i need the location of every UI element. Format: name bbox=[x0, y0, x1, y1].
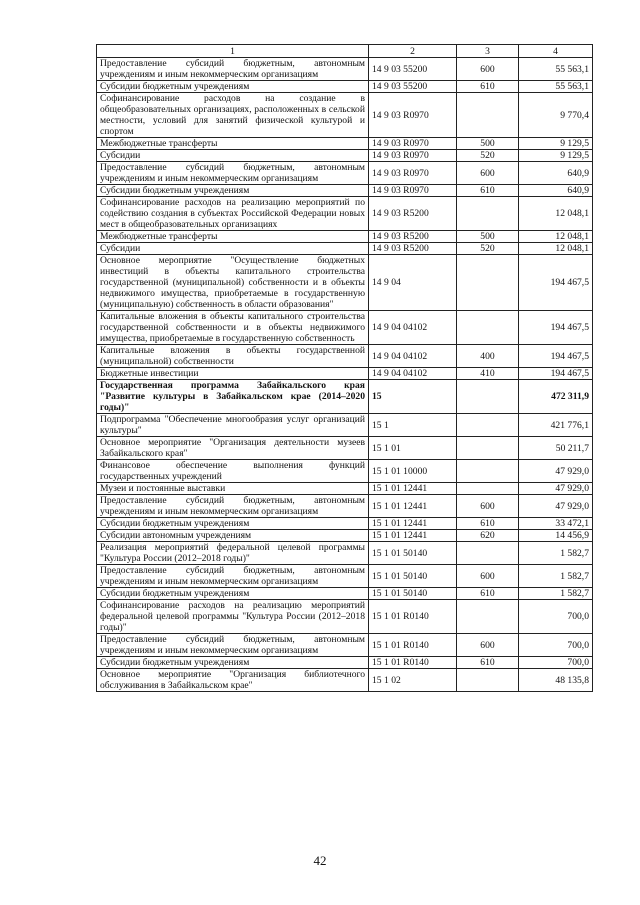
row-amount-cell: 9 129,5 bbox=[519, 150, 593, 162]
row-name-cell: Основное мероприятие "Организация деятельности музеев Забайкальского края" bbox=[97, 437, 369, 460]
row-group-cell: 600 bbox=[457, 634, 519, 657]
row-amount-cell: 50 211,7 bbox=[519, 437, 593, 460]
row-group-cell bbox=[457, 93, 519, 138]
row-amount-cell: 12 048,1 bbox=[519, 231, 593, 243]
table-row bbox=[97, 368, 593, 380]
row-group-cell bbox=[457, 380, 519, 414]
row-group-cell bbox=[457, 669, 519, 692]
row-name-cell: Субсидии бюджетным учреждениям bbox=[97, 588, 369, 600]
row-amount-cell: 12 048,1 bbox=[519, 243, 593, 255]
table-row bbox=[97, 588, 593, 600]
row-group-cell bbox=[457, 600, 519, 634]
table-row bbox=[97, 255, 593, 311]
table-row bbox=[97, 414, 593, 437]
header-col-3: 3 bbox=[457, 45, 519, 58]
row-name-cell: Капитальные вложения в объекты капитального строительства государственной собственности и в объекты недвижимого имущества, приобретаемые в государственную собственность bbox=[97, 311, 369, 345]
row-name-cell: Предоставление субсидий бюджетным, автономным учреждениям и иным некоммерческим организациям bbox=[97, 162, 369, 185]
row-amount-cell: 9 129,5 bbox=[519, 138, 593, 150]
row-code-cell: 15 1 01 R0140 bbox=[369, 600, 457, 634]
budget-table bbox=[96, 44, 593, 692]
table-row bbox=[97, 530, 593, 542]
table-row bbox=[97, 311, 593, 345]
row-code-cell: 14 9 03 R5200 bbox=[369, 197, 457, 231]
row-group-cell bbox=[457, 460, 519, 483]
table-row bbox=[97, 669, 593, 692]
row-code-cell: 14 9 03 R0970 bbox=[369, 138, 457, 150]
table-row bbox=[97, 185, 593, 197]
row-code-cell: 15 1 01 12441 bbox=[369, 518, 457, 530]
row-amount-cell: 33 472,1 bbox=[519, 518, 593, 530]
row-code-cell: 15 1 01 R0140 bbox=[369, 657, 457, 669]
row-group-cell: 610 bbox=[457, 185, 519, 197]
row-name-cell: Субсидии автономным учреждениям bbox=[97, 530, 369, 542]
table-row bbox=[97, 162, 593, 185]
row-group-cell bbox=[457, 311, 519, 345]
row-amount-cell: 1 582,7 bbox=[519, 588, 593, 600]
row-group-cell bbox=[457, 414, 519, 437]
row-name-cell: Подпрограмма "Обеспечение многообразия услуг организаций культуры" bbox=[97, 414, 369, 437]
row-group-cell: 610 bbox=[457, 657, 519, 669]
row-group-cell: 520 bbox=[457, 150, 519, 162]
row-name-cell: Капитальные вложения в объекты государственной (муниципальной) собственности bbox=[97, 345, 369, 368]
row-name-cell: Основное мероприятие "Организация библиотечного обслуживания в Забайкальском крае" bbox=[97, 669, 369, 692]
table-row bbox=[97, 150, 593, 162]
table-row bbox=[97, 231, 593, 243]
row-code-cell: 14 9 03 R0970 bbox=[369, 150, 457, 162]
row-group-cell bbox=[457, 255, 519, 311]
row-name-cell: Софинансирование расходов на создание в общеобразовательных организациях, расположенных в сельской местности, условий для занятий физической культурой и спортом bbox=[97, 93, 369, 138]
row-amount-cell: 194 467,5 bbox=[519, 311, 593, 345]
row-name-cell: Субсидии bbox=[97, 150, 369, 162]
row-name-cell: Субсидии бюджетным учреждениям bbox=[97, 185, 369, 197]
row-amount-cell: 700,0 bbox=[519, 600, 593, 634]
table-row bbox=[97, 437, 593, 460]
row-code-cell: 14 9 04 bbox=[369, 255, 457, 311]
page-number: 42 bbox=[313, 853, 327, 868]
row-name-cell: Субсидии bbox=[97, 243, 369, 255]
row-name-cell: Субсидии бюджетным учреждениям bbox=[97, 518, 369, 530]
table-row bbox=[97, 345, 593, 368]
row-name-cell: Межбюджетные трансферты bbox=[97, 138, 369, 150]
row-name-cell: Бюджетные инвестиции bbox=[97, 368, 369, 380]
table-body bbox=[97, 58, 593, 692]
row-group-cell: 610 bbox=[457, 588, 519, 600]
row-name-cell: Софинансирование расходов на реализацию мероприятий федеральной целевой программы "Культура России (2012–2018 годы)" bbox=[97, 600, 369, 634]
row-name-cell: Софинансирование расходов на реализацию мероприятий по содействию создания в субъектах Российской Федерации новых мест в общеобразовательных организациях bbox=[97, 197, 369, 231]
table-row bbox=[97, 657, 593, 669]
row-code-cell: 14 9 03 R5200 bbox=[369, 243, 457, 255]
row-name-cell: Предоставление субсидий бюджетным, автономным учреждениям и иным некоммерческим организациям bbox=[97, 634, 369, 657]
row-amount-cell: 640,9 bbox=[519, 162, 593, 185]
row-name-cell: Финансовое обеспечение выполнения функций государственных учреждений bbox=[97, 460, 369, 483]
row-name-cell: Основное мероприятие "Осуществление бюджетных инвестиций в объекты капитального строительства государственной (муниципальной) собственности и в объекты недвижимого имущества, приобретаемые в государственную (муниципальную) собственность в области образования" bbox=[97, 255, 369, 311]
table-row bbox=[97, 600, 593, 634]
table-row bbox=[97, 495, 593, 518]
row-code-cell: 14 9 04 04102 bbox=[369, 311, 457, 345]
row-name-cell: Межбюджетные трансферты bbox=[97, 231, 369, 243]
row-amount-cell: 48 135,8 bbox=[519, 669, 593, 692]
row-code-cell: 15 1 01 50140 bbox=[369, 588, 457, 600]
row-code-cell: 14 9 03 R5200 bbox=[369, 231, 457, 243]
row-group-cell bbox=[457, 437, 519, 460]
row-code-cell: 15 1 01 12441 bbox=[369, 530, 457, 542]
row-amount-cell: 194 467,5 bbox=[519, 255, 593, 311]
row-group-cell: 500 bbox=[457, 231, 519, 243]
row-group-cell: 400 bbox=[457, 345, 519, 368]
row-amount-cell: 55 563,1 bbox=[519, 81, 593, 93]
row-amount-cell: 640,9 bbox=[519, 185, 593, 197]
row-code-cell: 14 9 03 R0970 bbox=[369, 93, 457, 138]
row-amount-cell: 1 582,7 bbox=[519, 542, 593, 565]
row-group-cell bbox=[457, 542, 519, 565]
row-code-cell: 15 1 02 bbox=[369, 669, 457, 692]
row-amount-cell: 421 776,1 bbox=[519, 414, 593, 437]
table-row bbox=[97, 634, 593, 657]
row-group-cell: 610 bbox=[457, 518, 519, 530]
row-amount-cell: 1 582,7 bbox=[519, 565, 593, 588]
row-name-cell: Реализация мероприятий федеральной целевой программы "Культура России (2012–2018 годы)" bbox=[97, 542, 369, 565]
table-row bbox=[97, 243, 593, 255]
row-group-cell: 520 bbox=[457, 243, 519, 255]
row-name-cell: Предоставление субсидий бюджетным, автономным учреждениям и иным некоммерческим организациям bbox=[97, 58, 369, 81]
table-row bbox=[97, 58, 593, 81]
row-amount-cell: 47 929,0 bbox=[519, 495, 593, 518]
row-group-cell: 500 bbox=[457, 138, 519, 150]
row-amount-cell: 194 467,5 bbox=[519, 368, 593, 380]
row-group-cell: 600 bbox=[457, 565, 519, 588]
row-name-cell: Музеи и постоянные выставки bbox=[97, 483, 369, 495]
row-code-cell: 14 9 03 55200 bbox=[369, 58, 457, 81]
table-row bbox=[97, 380, 593, 414]
header-col-1: 1 bbox=[97, 45, 369, 58]
row-group-cell bbox=[457, 197, 519, 231]
row-name-cell: Предоставление субсидий бюджетным, автономным учреждениям и иным некоммерческим организациям bbox=[97, 565, 369, 588]
table-row bbox=[97, 197, 593, 231]
row-group-cell: 620 bbox=[457, 530, 519, 542]
row-amount-cell: 194 467,5 bbox=[519, 345, 593, 368]
row-code-cell: 15 1 01 12441 bbox=[369, 483, 457, 495]
header-col-4: 4 bbox=[519, 45, 593, 58]
table-header-row bbox=[97, 45, 593, 58]
row-code-cell: 14 9 04 04102 bbox=[369, 368, 457, 380]
row-code-cell: 15 bbox=[369, 380, 457, 414]
table-row bbox=[97, 93, 593, 138]
row-code-cell: 15 1 01 R0140 bbox=[369, 634, 457, 657]
row-amount-cell: 700,0 bbox=[519, 657, 593, 669]
row-code-cell: 15 1 bbox=[369, 414, 457, 437]
row-group-cell: 600 bbox=[457, 58, 519, 81]
table-row bbox=[97, 518, 593, 530]
row-code-cell: 14 9 03 55200 bbox=[369, 81, 457, 93]
header-col-2: 2 bbox=[369, 45, 457, 58]
table-row bbox=[97, 542, 593, 565]
row-code-cell: 15 1 01 10000 bbox=[369, 460, 457, 483]
row-code-cell: 14 9 03 R0970 bbox=[369, 162, 457, 185]
row-group-cell bbox=[457, 483, 519, 495]
row-amount-cell: 12 048,1 bbox=[519, 197, 593, 231]
row-amount-cell: 700,0 bbox=[519, 634, 593, 657]
row-code-cell: 15 1 01 50140 bbox=[369, 565, 457, 588]
table-row bbox=[97, 138, 593, 150]
row-amount-cell: 472 311,9 bbox=[519, 380, 593, 414]
row-amount-cell: 55 563,1 bbox=[519, 58, 593, 81]
row-code-cell: 15 1 01 12441 bbox=[369, 495, 457, 518]
table-row bbox=[97, 483, 593, 495]
row-name-cell: Субсидии бюджетным учреждениям bbox=[97, 81, 369, 93]
row-group-cell: 610 bbox=[457, 81, 519, 93]
row-name-cell: Предоставление субсидий бюджетным, автономным учреждениям и иным некоммерческим организациям bbox=[97, 495, 369, 518]
table-row bbox=[97, 460, 593, 483]
row-amount-cell: 9 770,4 bbox=[519, 93, 593, 138]
row-name-cell: Государственная программа Забайкальского края "Развитие культуры в Забайкальском крае (2014–2020 годы)" bbox=[97, 380, 369, 414]
row-amount-cell: 47 929,0 bbox=[519, 483, 593, 495]
row-group-cell: 410 bbox=[457, 368, 519, 380]
table-row bbox=[97, 81, 593, 93]
table-row bbox=[97, 565, 593, 588]
row-group-cell: 600 bbox=[457, 495, 519, 518]
row-amount-cell: 47 929,0 bbox=[519, 460, 593, 483]
row-code-cell: 15 1 01 50140 bbox=[369, 542, 457, 565]
row-name-cell: Субсидии бюджетным учреждениям bbox=[97, 657, 369, 669]
row-code-cell: 14 9 04 04102 bbox=[369, 345, 457, 368]
row-code-cell: 15 1 01 bbox=[369, 437, 457, 460]
row-group-cell: 600 bbox=[457, 162, 519, 185]
row-amount-cell: 14 456,9 bbox=[519, 530, 593, 542]
row-code-cell: 14 9 03 R0970 bbox=[369, 185, 457, 197]
